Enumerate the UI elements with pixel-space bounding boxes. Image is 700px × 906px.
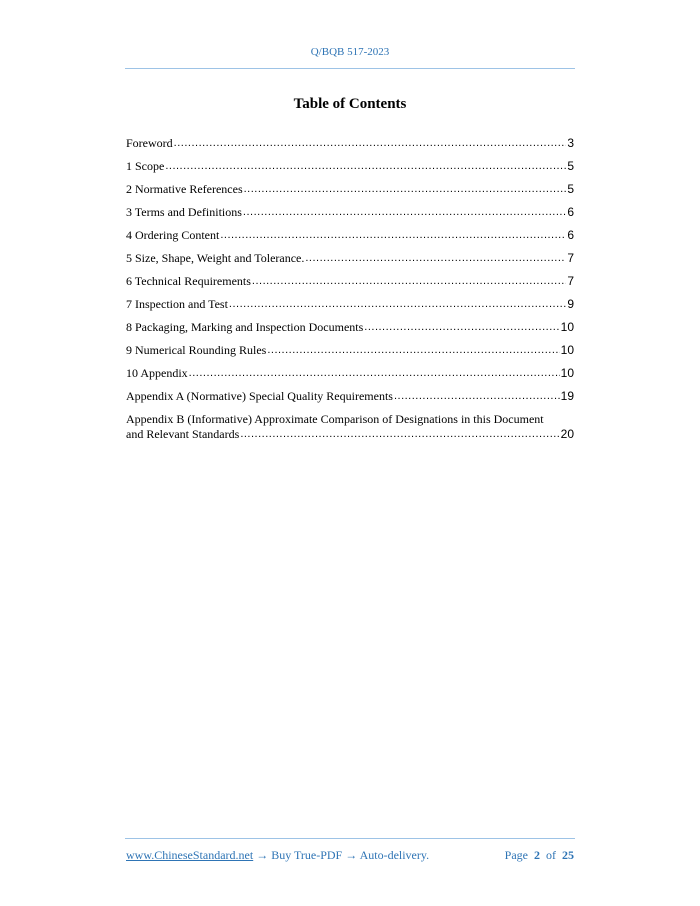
toc-page-number: 6 bbox=[567, 205, 574, 219]
toc-leader-dots bbox=[165, 159, 566, 174]
toc-entry-text: 9 Numerical Rounding Rules bbox=[126, 343, 267, 357]
toc-entry-appendix-b[interactable] bbox=[126, 412, 574, 442]
toc-leader-dots bbox=[305, 251, 566, 266]
toc-entry-foreword[interactable] bbox=[126, 128, 574, 151]
toc-leader-dots bbox=[364, 320, 559, 335]
toc-entry-text: 1 Scope bbox=[126, 159, 165, 173]
toc-page-number: 5 bbox=[567, 182, 574, 196]
toc-page-number: 9 bbox=[567, 297, 574, 311]
toc-leader-dots bbox=[243, 205, 566, 220]
toc-page-number: 10 bbox=[560, 343, 574, 357]
toc-entry-text-line2: and Relevant Standards bbox=[126, 427, 240, 441]
toc-entry-numerical-rounding[interactable] bbox=[126, 335, 574, 358]
website-link[interactable]: www.ChineseStandard.net bbox=[126, 848, 254, 862]
table-of-contents bbox=[126, 128, 574, 442]
toc-leader-dots bbox=[220, 228, 566, 243]
toc-leader-dots bbox=[244, 182, 567, 197]
toc-page-number: 7 bbox=[567, 251, 574, 265]
toc-page-number: 19 bbox=[560, 389, 574, 403]
toc-entry-text: Appendix A (Normative) Special Quality Requirements bbox=[126, 389, 393, 403]
toc-entry-inspection-test[interactable] bbox=[126, 289, 574, 312]
toc-leader-dots bbox=[189, 366, 560, 381]
toc-entry-terms-definitions[interactable] bbox=[126, 197, 574, 220]
toc-entry-normative-references[interactable] bbox=[126, 174, 574, 197]
toc-page-number: 3 bbox=[567, 136, 574, 150]
toc-entry-appendix[interactable] bbox=[126, 358, 574, 381]
toc-page-number: 20 bbox=[560, 427, 574, 441]
page-of-label: of bbox=[546, 848, 556, 862]
toc-page-number: 6 bbox=[567, 228, 574, 242]
toc-leader-dots bbox=[394, 389, 560, 404]
toc-entry-packaging-marking[interactable] bbox=[126, 312, 574, 335]
toc-page-number: 10 bbox=[560, 366, 574, 380]
toc-entry-technical-requirements[interactable] bbox=[126, 266, 574, 289]
page-title: Table of Contents bbox=[293, 96, 407, 112]
toc-leader-dots bbox=[229, 297, 566, 312]
toc-entry-text: 3 Terms and Definitions bbox=[126, 205, 242, 219]
toc-entry-text: 7 Inspection and Test bbox=[126, 297, 228, 311]
toc-entry-text-line1: Appendix B (Informative) Approximate Comparison of Designations in this Document bbox=[126, 412, 544, 426]
footer-divider bbox=[125, 838, 575, 839]
toc-page-number: 5 bbox=[567, 159, 574, 173]
document-code-header: Q/BQB 517-2023 bbox=[310, 46, 390, 58]
toc-entry-appendix-a[interactable] bbox=[126, 381, 574, 404]
toc-entry-text: 5 Size, Shape, Weight and Tolerance. bbox=[126, 251, 305, 265]
toc-leader-dots bbox=[267, 343, 559, 358]
toc-entry-text: 8 Packaging, Marking and Inspection Documents bbox=[126, 320, 364, 334]
toc-leader-dots bbox=[252, 274, 566, 289]
current-page-number: 2 bbox=[534, 848, 540, 862]
page-label: Page bbox=[504, 848, 528, 862]
toc-entry-size-shape[interactable] bbox=[126, 243, 574, 266]
buy-pdf-text: → Buy True-PDF → Auto-delivery. bbox=[253, 848, 430, 862]
toc-entry-text: 6 Technical Requirements bbox=[126, 274, 251, 288]
toc-entry-ordering-content[interactable] bbox=[126, 220, 574, 243]
toc-entry-text: Foreword bbox=[126, 136, 173, 150]
header-divider bbox=[125, 68, 575, 69]
total-pages-number: 25 bbox=[562, 848, 574, 862]
toc-leader-dots bbox=[174, 136, 567, 151]
toc-page-number: 7 bbox=[567, 274, 574, 288]
toc-entry-text: 2 Normative References bbox=[126, 182, 243, 196]
toc-entry-text: 4 Ordering Content bbox=[126, 228, 220, 242]
toc-leader-dots bbox=[240, 427, 559, 442]
toc-entry-scope[interactable] bbox=[126, 151, 574, 174]
toc-entry-text: 10 Appendix bbox=[126, 366, 188, 380]
page-indicator bbox=[505, 848, 574, 863]
toc-page-number: 10 bbox=[560, 320, 574, 334]
